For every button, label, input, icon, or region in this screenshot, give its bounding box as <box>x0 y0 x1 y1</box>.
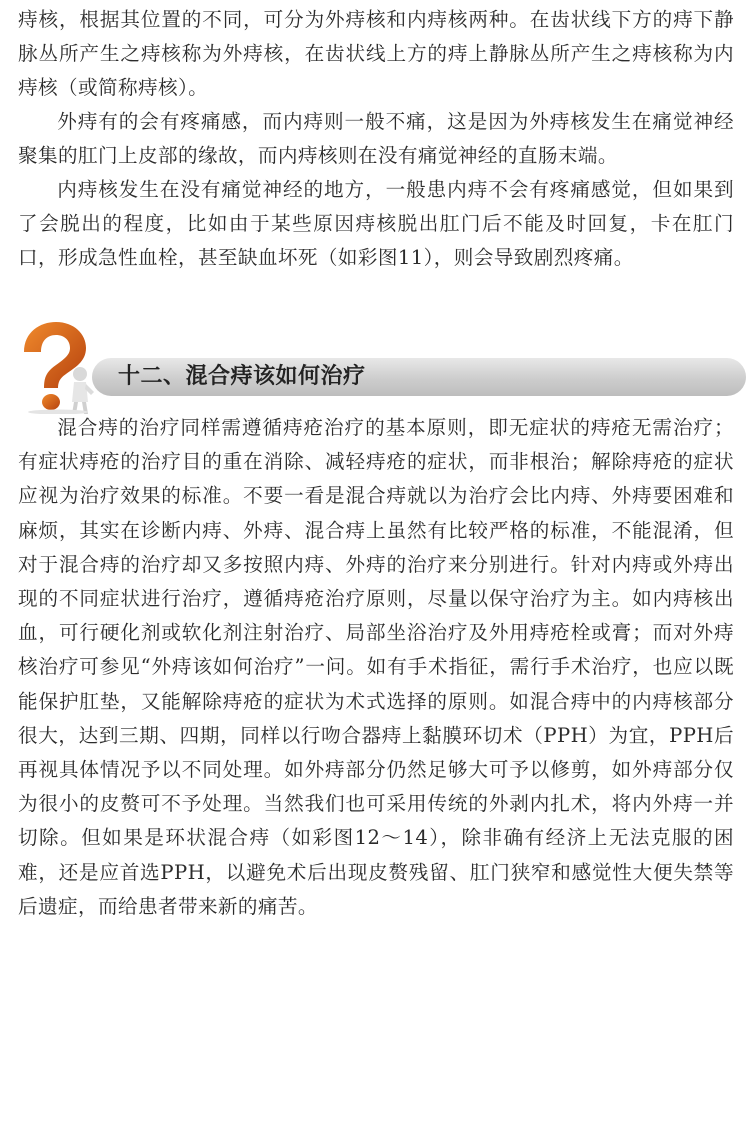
section-heading <box>14 318 736 414</box>
section-title: 十二、混合痔该如何治疗 <box>118 364 366 389</box>
paragraph-internal-pain: 内痔核发生在没有痛觉神经的地方，一般患内痔不会有疼痛感觉，但如果到了会脱出的程度，比如由于某些原因痔核脱出肛门后不能及时回复，卡在肛门口，形成急性血栓，甚至缺血坏死（如彩图11），则会导致剧烈疼痛。 <box>18 178 734 269</box>
paragraph-hemorrhoid-types: 痔核，根据其位置的不同，可分为外痔核和内痔核两种。在齿状线下方的痔下静脉丛所产生之痔核称为外痔核，在齿状线上方的痔上静脉丛所产生之痔核称为内痔核（或简称痔核）。 <box>18 8 734 99</box>
question-mark-figure-icon <box>14 318 104 414</box>
paragraph-external-pain: 外痔有的会有疼痛感，而内痔则一般不痛，这是因为外痔核发生在痛觉神经聚集的肛门上皮部的缘故，而内痔核则在没有痛觉神经的直肠末端。 <box>18 110 734 167</box>
paragraph-mixed-hemorrhoid-treatment: 混合痔的治疗同样需遵循痔疮治疗的基本原则，即无症状的痔疮无需治疗；有症状痔疮的治疗目的重在消除、减轻痔疮的症状，而非根治；解除痔疮的症状应视为治疗效果的标准。不要一看是混合痔就以为治疗会比内痔、外痔要困难和麻烦，其实在诊断内痔、外痔、混合痔上虽然有比较严格的标准，不能混淆，但对于混合痔的治疗却又多按照内痔、外痔的治疗来分别进行。针对内痔或外痔出现的不同症状进行治疗，遵循痔疮治疗原则，尽量以保守治疗为主。如内痔核出血，可行硬化剂或软化剂注射治疗、局部坐浴治疗及外用痔疮栓或膏；而对外痔核治疗可参见“外痔该如何治疗”一问。如有手术指征，需行手术治疗，也应以既能保护肛垫，又能解除痔疮的症状为术式选择的原则。如混合痔中的内痔核部分很大，达到三期、四期，同样以行吻合器痔上黏膜环切术（PPH）为宜，PPH后再视具体情况予以不同处理。如外痔部分仍然足够大可予以修剪，如外痔部分仅为很小的皮赘可不予处理。当然我们也可采用传统的外剥内扎术，将内外痔一并切除。但如果是环状混合痔（如彩图12～14），除非确有经济上无法克服的困难，还是应首选PPH，以避免术后出现皮赘残留、肛门狭窄和感觉性大便失禁等后遗症，而给患者带来新的痛苦。 <box>18 416 734 918</box>
text-block-bottom <box>18 411 734 924</box>
text-block-top <box>18 3 734 275</box>
